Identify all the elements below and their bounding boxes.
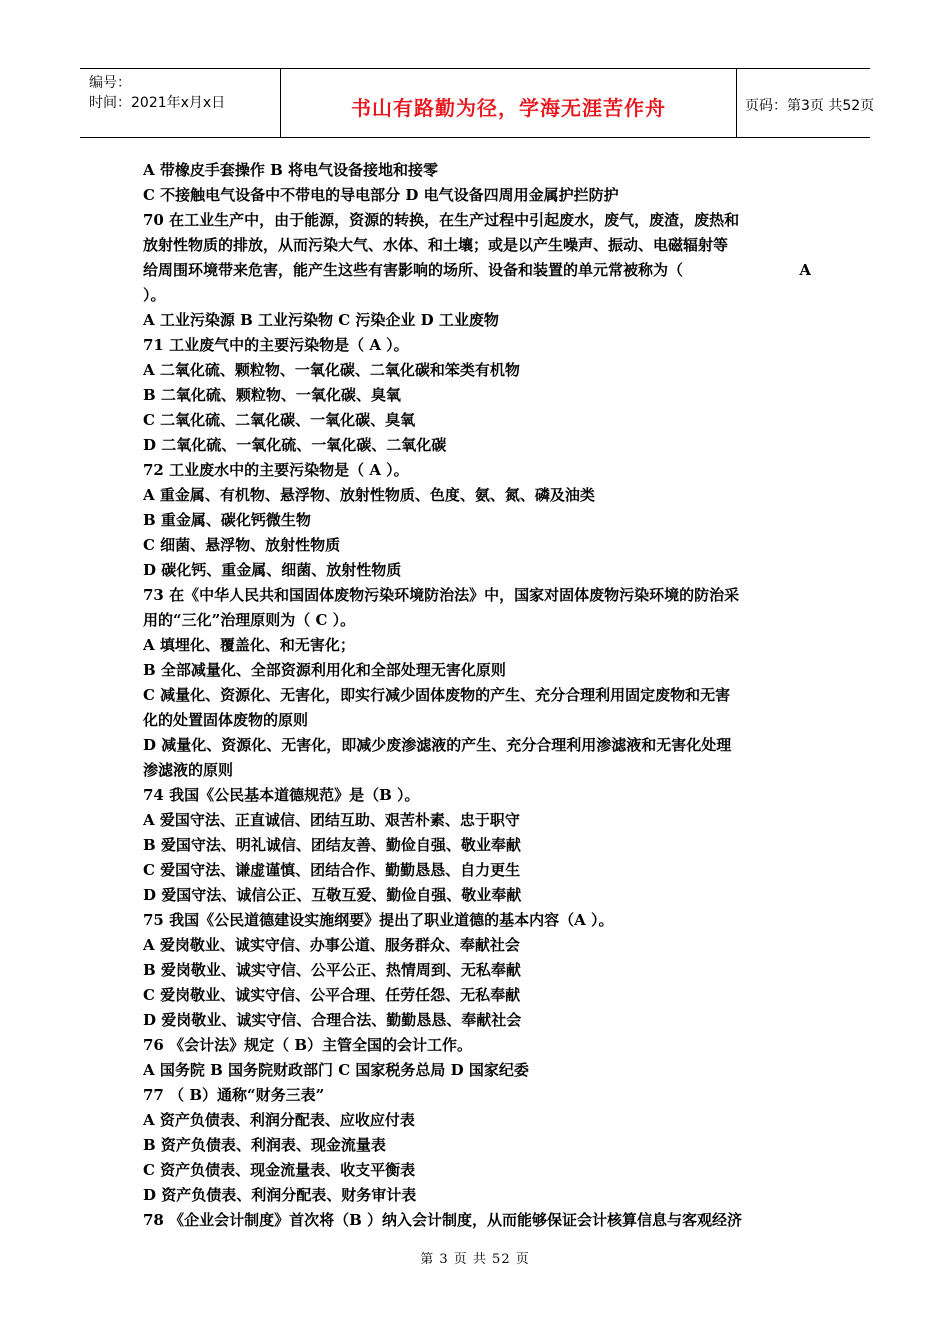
header-motto: 书山有路勤为径，学海无涯苦作舟 (351, 96, 666, 120)
text-line: 75 我国《公民道德建设实施纲要》提出了职业道德的基本内容（A ）。 (143, 911, 614, 929)
text-line: C 细菌、悬浮物、放射性物质 (143, 536, 341, 554)
text-line: C 爱岗敬业、诚实守信、公平合理、任劳任怨、无私奉献 (143, 986, 521, 1004)
text-line: A 爱岗敬业、诚实守信、办事公道、服务群众、奉献社会 (143, 936, 520, 954)
text-line: 76 《会计法》规定（ B）主管全国的会计工作。 (143, 1036, 472, 1054)
text-line: D 碳化钙、重金属、细菌、放射性物质 (143, 561, 402, 579)
text-line: A 爱国守法、正直诚信、团结互助、艰苦朴素、忠于职守 (143, 811, 520, 829)
text-line: B 重金属、碳化钙微生物 (143, 511, 311, 529)
document-code-label: 编号： (89, 75, 131, 91)
text-line: C 资产负债表、现金流量表、收支平衡表 (143, 1161, 416, 1179)
document-body (143, 158, 811, 1233)
text-line: B 全部减量化、全部资源利用化和全部处理无害化原则 (143, 661, 506, 679)
text-line: A 带橡皮手套操作 B 将电气设备接地和接零 (143, 161, 438, 179)
text-line: A 二氧化硫、颗粒物、一氧化碳、二氧化碳和笨类有机物 (143, 361, 520, 379)
header-motto-cell (280, 69, 737, 137)
text-line: C 不接触电气设备中不带电的导电部分 D 电气设备四周用金属护拦防护 (143, 186, 619, 204)
document-time-label: 时间：2021年x月x日 (89, 95, 226, 111)
header-right-cell (735, 69, 875, 137)
text-line (143, 258, 811, 283)
text-line: A 资产负债表、利润分配表、应收应付表 (143, 1111, 415, 1129)
text-line: D 爱岗敬业、诚实守信、合理合法、勤勤恳恳、奉献社会 (143, 1011, 522, 1029)
text-line: A 填埋化、覆盖化、和无害化； (143, 636, 355, 654)
text-line: B 爱岗敬业、诚实守信、公平公正、热情周到、无私奉献 (143, 961, 521, 979)
text-line: 72 工业废水中的主要污染物是（ A ）。 (143, 461, 409, 479)
text-line: A 国务院 B 国务院财政部门 C 国家税务总局 D 国家纪委 (143, 1061, 529, 1079)
text-line: B 爱国守法、明礼诚信、团结友善、勤俭自强、敬业奉献 (143, 836, 521, 854)
line-text: 给周围环境带来危害，能产生这些有害影响的场所、设备和装置的单元常被称为（ (143, 261, 684, 279)
text-line: 77 （ B）通称“财务三表” (143, 1086, 325, 1104)
text-line: A 工业污染源 B 工业污染物 C 污染企业 D 工业废物 (143, 311, 499, 329)
text-line: 用的“三化”治理原则为（ C ）。 (143, 611, 356, 629)
text-line: 71 工业废气中的主要污染物是（ A ）。 (143, 336, 409, 354)
text-line: C 爱国守法、谦虚谨慎、团结合作、勤勤恳恳、自力更生 (143, 861, 521, 879)
header-page-code: 页码：第3页 共52页 (745, 98, 875, 114)
text-line: C 减量化、资源化、无害化，即实行减少固体废物的产生、充分合理利用固定废物和无害 (143, 686, 731, 704)
text-line: 73 在《中华人民共和国固体废物污染环境防治法》中，国家对固体废物污染环境的防治采 (143, 586, 740, 604)
text-line: B 资产负债表、利润表、现金流量表 (143, 1136, 386, 1154)
text-line: C 二氧化硫、二氧化碳、一氧化碳、臭氧 (143, 411, 416, 429)
text-line: D 二氧化硫、一氧化硫、一氧化碳、二氧化碳 (143, 436, 447, 454)
text-line: 渗滤液的原则 (143, 761, 234, 779)
text-line: A 重金属、有机物、悬浮物、放射性物质、色度、氨、氮、磷及油类 (143, 486, 595, 504)
text-line: ）。 (143, 286, 166, 304)
text-line: 70 在工业生产中，由于能源，资源的转换，在生产过程中引起废水，废气，废渣，废热和 (143, 211, 740, 229)
page-footer: 第 3 页 共 52 页 (420, 1252, 530, 1267)
header-left-cell (80, 69, 280, 137)
text-line: B 二氧化硫、颗粒物、一氧化碳、臭氧 (143, 386, 401, 404)
text-line: 74 我国《公民基本道德规范》是（B ）。 (143, 786, 420, 804)
text-line: D 爱国守法、诚信公正、互敬互爱、勤俭自强、敬业奉献 (143, 886, 522, 904)
text-line: D 减量化、资源化、无害化，即减少废渗滤液的产生、充分合理利用渗滤液和无害化处理 (143, 736, 732, 754)
text-line: 放射性物质的排放，从而污染大气、水体、和土壤；或是以产生噪声、振动、电磁辐射等 (143, 236, 729, 254)
answer-letter: A (799, 261, 811, 279)
text-line: D 资产负债表、利润分配表、财务审计表 (143, 1186, 417, 1204)
text-line: 78 《企业会计制度》首次将（B ）纳入会计制度，从而能够保证会计核算信息与客观经济 (143, 1211, 743, 1229)
page-header (80, 68, 875, 138)
text-line: 化的处置固体废物的原则 (143, 711, 309, 729)
